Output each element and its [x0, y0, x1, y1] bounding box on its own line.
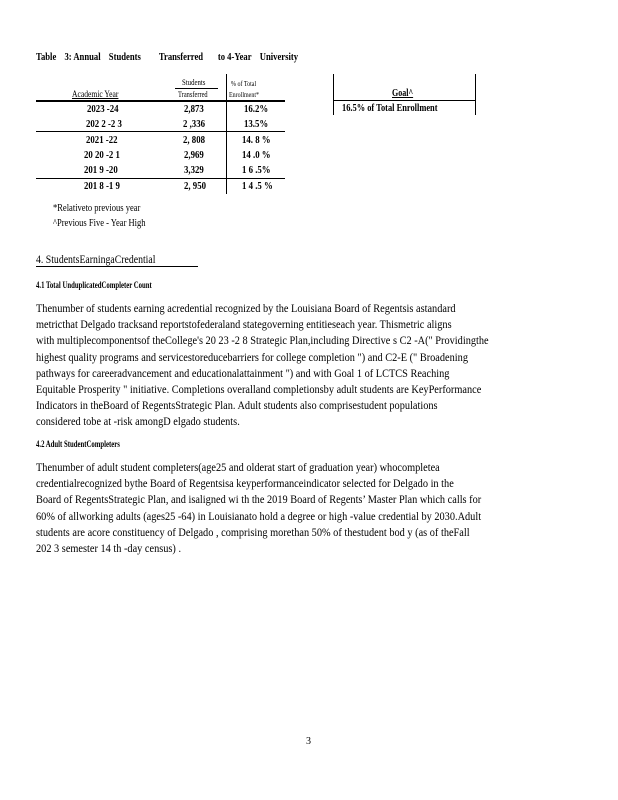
- cell-transferred: 2, 950: [184, 180, 206, 192]
- paragraph-line: with multiplecomponentsof theCollege's 20 23 -2 8 Strategic Plan,including Directive s C2 -A(" Providingthe: [36, 333, 489, 348]
- paragraph-line: credentialrecognized bythe Board of Regentsisa keyperformanceindicator selected for Delgado in the: [36, 476, 454, 491]
- goal-header: Goal^: [392, 88, 414, 99]
- paragraph-line: metricthat Delgado tracksand reportstofederaland stategoverning entitieseach year. Thismetric aligns: [36, 317, 452, 332]
- table-note: ^Previous Five - Year High: [53, 218, 146, 229]
- header-underline: [175, 88, 218, 89]
- table-title-word: Students: [108, 52, 141, 63]
- section-heading-underline: [36, 266, 198, 267]
- cell-transferred: 3,329: [184, 164, 204, 176]
- header-students-bottom: Transferred: [178, 90, 208, 99]
- subsection-heading: 4.1 Total UnduplicatedCompleter Count: [36, 280, 152, 290]
- cell-pct: 1 6 .5%: [242, 164, 271, 176]
- table-title-word: Transferred: [158, 52, 204, 63]
- table-title-word: 3: Annual: [64, 52, 101, 63]
- paragraph-line: students are acore constituency of Delgado , comprising morethan 50% of thestudent bod y (as of theFall: [36, 524, 470, 539]
- table-title-word: University: [259, 52, 299, 63]
- column-divider: [226, 74, 227, 194]
- cell-pct: 13.5%: [244, 118, 269, 130]
- paragraph-line: Thenumber of adult student completers(age25 and olderat start of graduation year) whocompletea: [36, 460, 440, 474]
- cell-transferred: 2,873: [184, 103, 204, 115]
- cell-year: 2023 -24: [87, 103, 119, 115]
- cell-year: 2021 -22: [86, 134, 118, 146]
- header-pct-bottom: Enrollment*: [229, 90, 259, 99]
- table-title: [36, 52, 306, 63]
- cell-year: 202 2 -2 3: [86, 118, 122, 130]
- cell-pct: 14. 8 %: [242, 134, 271, 146]
- cell-year: 20 20 -2 1: [84, 149, 120, 161]
- cell-pct: 1 4 .5 %: [242, 180, 273, 192]
- cell-transferred: 2, 808: [183, 134, 205, 146]
- table-title-word: to 4-Year: [217, 52, 252, 63]
- cell-transferred: 2 ,336: [183, 118, 205, 130]
- paragraph-line: Thenumber of students earning acredential recognized by the Louisiana Board of Regentsis astandard: [36, 301, 456, 315]
- paragraph-line: Board of RegentsStrategic Plan, and isaligned wi th the 2019 Board of Regents’ Master Plan which calls for: [36, 492, 482, 507]
- paragraph-line: Equitable Prosperity " initiative. Completions overalland completionsby adult students are KeyPerformance: [36, 381, 482, 396]
- paragraph-line: Indicators in theBoard of RegentsStrategic Plan. Adult students also comprisestudent populations: [36, 398, 438, 413]
- paragraph-line: pathways for careeradvancement and educationalattainment ") and with Goal 1 of LCTCS Reaching: [36, 365, 450, 380]
- cell-transferred: 2,969: [184, 149, 204, 161]
- cell-year: 201 9 -20: [84, 164, 118, 176]
- cell-year: 201 8 -1 9: [84, 180, 120, 192]
- table-note: *Relativeto previous year: [53, 203, 141, 214]
- paragraph-adult-completers: [36, 459, 581, 556]
- header-students-top: Students: [182, 77, 206, 87]
- paragraph-completer-count: [36, 300, 581, 430]
- paragraph-line: highest quality programs and servicestoreducebarriers for college completion ") and C2-E (" Broadening: [36, 349, 468, 364]
- paragraph-line: 60% of allworking adults (ages25 -64) in Louisianato hold a degree or high -value credential by 2030.Adult: [36, 508, 482, 523]
- cell-pct: 16.2%: [244, 103, 269, 115]
- subsection-heading: 4.2 Adult StudentCompleters: [36, 439, 120, 449]
- goal-left-border: [333, 74, 334, 115]
- goal-value: 16.5% of Total Enrollment: [342, 103, 438, 114]
- goal-rule: [333, 100, 476, 101]
- header-academic-year: Academic Year: [72, 90, 119, 100]
- paragraph-line: considered tobe at -risk amongD elgado students.: [36, 414, 240, 429]
- table-title-word: Table: [36, 52, 57, 63]
- cell-pct: 14 .0 %: [242, 149, 271, 161]
- header-rule: [36, 100, 285, 102]
- page-number: 3: [306, 736, 311, 747]
- section-heading: 4. StudentsEarningaCredential: [36, 254, 156, 266]
- row-rule: [36, 131, 285, 132]
- goal-right-border: [475, 74, 476, 115]
- paragraph-line: 202 3 semester 14 th -day census) .: [36, 540, 182, 555]
- header-pct-top: % of Total: [231, 79, 257, 88]
- row-rule: [36, 178, 285, 179]
